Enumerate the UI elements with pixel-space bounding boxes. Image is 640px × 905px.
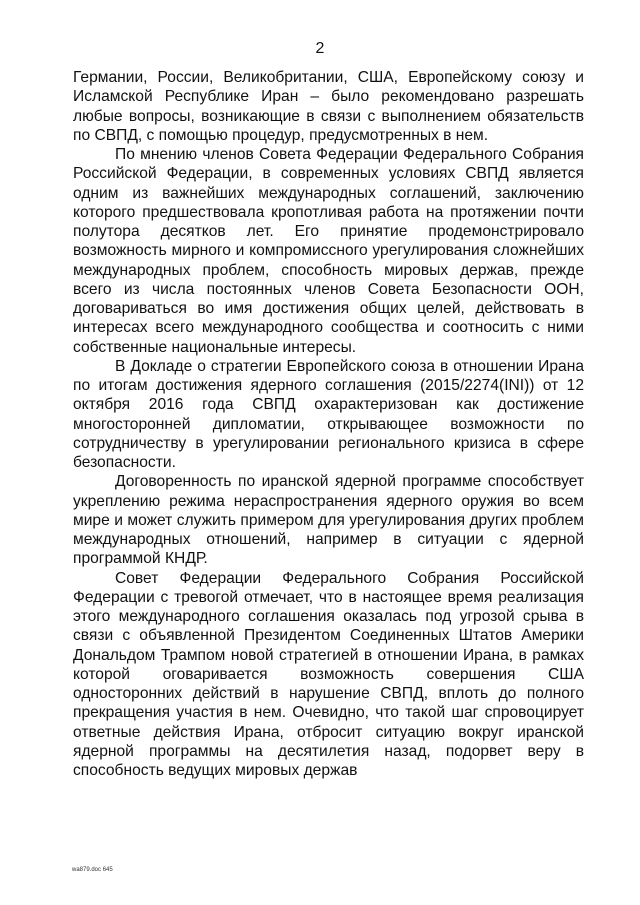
footer-file-reference: wa879.doc 645 — [72, 867, 113, 873]
paragraph-continuation: Германии, России, Великобритании, США, Европейскому союзу и Исламской Республике Иран – было рекомендовано разрешать любые вопросы, возникающие в связи с выполнением обязательств по СВПД, с помощью процедур, предусмотренных в нем. — [73, 69, 584, 144]
paragraph-nonproliferation: Договоренность по иранской ядерной программе способствует укреплению режима нераспространения ядерного оружия во всем мире и может служить примером для урегулирования других проблем международных отношений, например в ситуации с ядерной программой КНДР. — [73, 473, 584, 568]
paragraph-eu-report: В Докладе о стратегии Европейского союза в отношении Ирана по итогам достижения ядерного соглашения (2015/2274(INI)) от 12 октября 2016 года СВПД охарактеризован как достижение многосторонней дипломатии, открывающее возможности по сотрудничеству в урегулировании регионального кризиса в сфере безопасности. — [73, 357, 584, 471]
paragraph-sf-opinion: По мнению членов Совета Федерации Федерального Собрания Российской Федерации, в современных условиях СВПД является одним из важнейших международных соглашений, заключению которого предшествовала кропотливая работа на протяжении почти полутора десятков лет. Его принятие продемонстрировало возможность мирного и компромиссного урегулирования сложнейших международных проблем, способность мировых держав, прежде всего из числа постоянных членов Совета Безопасности ООН, договариваться во имя достижения общих целей, действовать в интересах всего международного сообщества и соотносить с ними собственные национальные интересы. — [73, 146, 584, 356]
paragraph-concern: Совет Федерации Федерального Собрания Российской Федерации с тревогой отмечает, что в настоящее время реализация этого международного соглашения оказалась под угрозой срыва в связи с объявленной Президентом Соединенных Штатов Америки Дональдом Трампом новой стратегией в отношении Ирана, в рамках которой оговаривается возможность совершения США односторонних действий в нарушение СВПД, вплоть до полного прекращения участия в нем. Очевидно, что такой шаг спровоцирует ответные действия Ирана, отбросит ситуацию вокруг иранской ядерной программы на десятилетия назад, подорвет веру в способность ведущих мировых держав — [73, 569, 584, 779]
page-number: 2 — [315, 40, 325, 57]
document-body — [73, 68, 584, 780]
